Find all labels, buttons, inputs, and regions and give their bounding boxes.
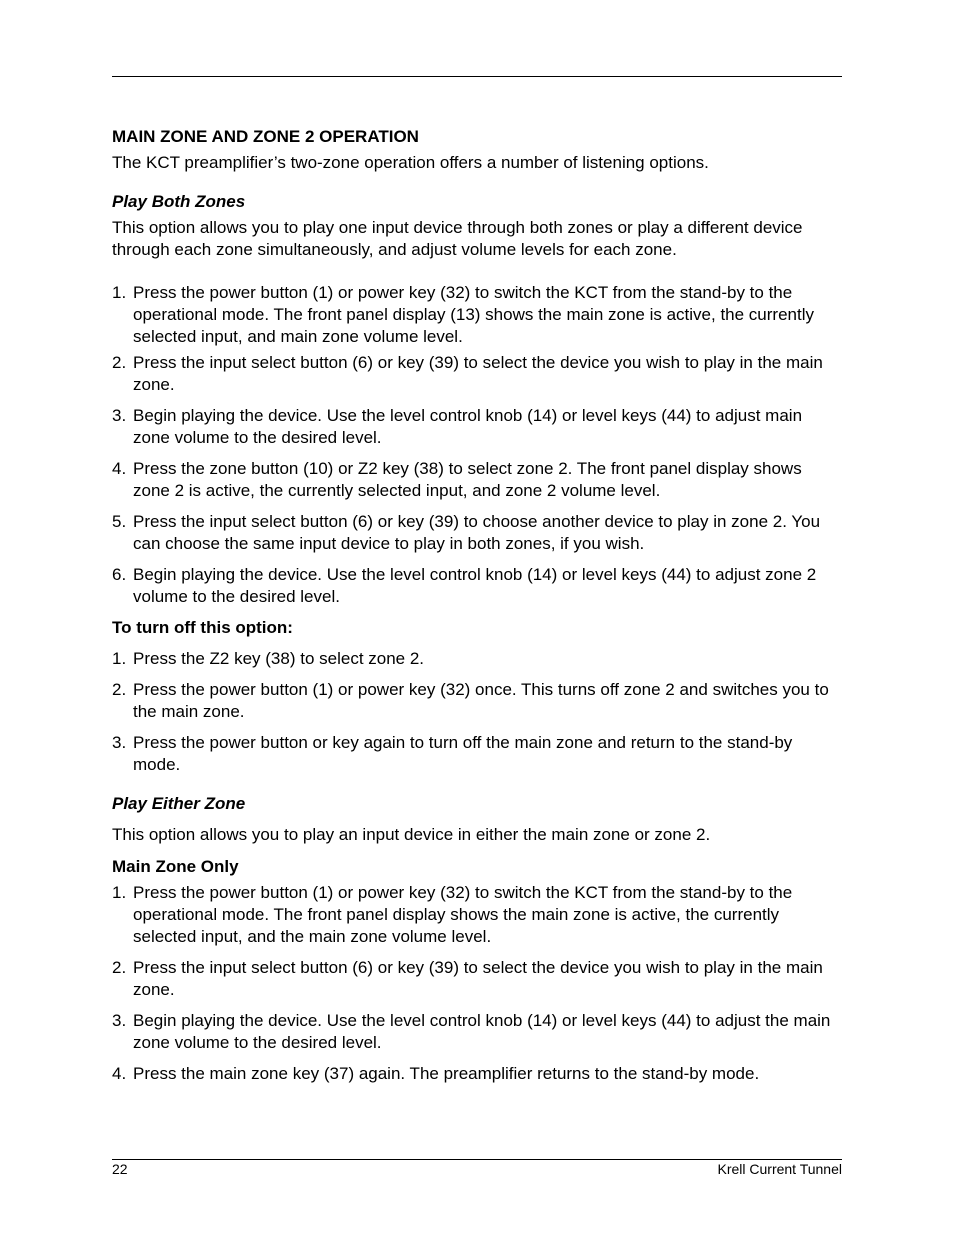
list-item xyxy=(112,882,842,948)
list-number: 2. xyxy=(112,680,127,699)
list-text: Press the Z2 key (38) to select zone 2. xyxy=(133,649,425,668)
list-number: 1. xyxy=(112,649,127,668)
list-item xyxy=(112,957,842,1001)
list-number: 6. xyxy=(112,565,127,584)
list-number: 2. xyxy=(112,958,127,977)
list-text: Press the input select button (6) or key (39) to choose another device to play in zone 2. You can choose the same input device to play in both zones, if you wish. xyxy=(133,512,821,553)
document-title: Krell Current Tunnel xyxy=(717,1161,842,1177)
list-text: Press the main zone key (37) again. The preamplifier returns to the stand-by mode. xyxy=(133,1064,760,1083)
list-text: Press the power button (1) or power key (32) to switch the KCT from the stand-by to the operational mode. The front panel display shows the main zone is active, the currently selected input, and the main zone volume level. xyxy=(133,883,793,946)
list-item xyxy=(112,458,842,502)
list-number: 1. xyxy=(112,883,127,902)
list-item xyxy=(112,352,842,396)
list-item xyxy=(112,405,842,449)
list-text: Press the power button (1) or power key (32) once. This turns off zone 2 and switches you to the main zone. xyxy=(133,680,829,721)
list-text: Begin playing the device. Use the level control knob (14) or level keys (44) to adjust main zone volume to the desired level. xyxy=(133,406,803,447)
list-item xyxy=(112,511,842,555)
list-text: Press the power button (1) or power key (32) to switch the KCT from the stand-by to the operational mode. The front panel display (13) shows the main zone is active, the currently selected input, and main zone volume level. xyxy=(133,283,814,346)
list-number: 4. xyxy=(112,1064,127,1083)
list-number: 5. xyxy=(112,512,127,531)
play-both-title: Play Both Zones xyxy=(112,192,246,211)
list-text: Begin playing the device. Use the level control knob (14) or level keys (44) to adjust zone 2 volume to the desired level. xyxy=(133,565,817,606)
list-item xyxy=(112,732,842,776)
footer-rule xyxy=(112,1159,842,1160)
list-number: 3. xyxy=(112,733,127,752)
list-number: 1. xyxy=(112,283,127,302)
page-number: 22 xyxy=(112,1161,128,1177)
list-text: Press the zone button (10) or Z2 key (38) to select zone 2. The front panel display shows zone 2 is active, the currently selected input, and zone 2 volume level. xyxy=(133,459,802,500)
list-item xyxy=(112,648,842,670)
list-text: Press the input select button (6) or key (39) to select the device you wish to play in the main zone. xyxy=(133,958,823,999)
play-either-intro: This option allows you to play an input device in either the main zone or zone 2. xyxy=(112,825,711,844)
section-intro: The KCT preamplifier’s two-zone operation offers a number of listening options. xyxy=(112,153,709,172)
list-text: Begin playing the device. Use the level control knob (14) or level keys (44) to adjust the main zone volume to the desired level. xyxy=(133,1011,831,1052)
turn-off-title: To turn off this option: xyxy=(112,618,293,637)
main-zone-only-steps xyxy=(112,882,842,1085)
page-content xyxy=(112,126,842,1085)
list-number: 4. xyxy=(112,459,127,478)
list-number: 3. xyxy=(112,406,127,425)
main-zone-only-title: Main Zone Only xyxy=(112,857,239,876)
play-both-steps xyxy=(112,282,842,608)
list-text: Press the power button or key again to turn off the main zone and return to the stand-by mode. xyxy=(133,733,793,774)
list-text: Press the input select button (6) or key (39) to select the device you wish to play in the main zone. xyxy=(133,353,823,394)
header-rule xyxy=(112,76,842,77)
list-item xyxy=(112,1063,842,1085)
list-item xyxy=(112,564,842,608)
play-either-title: Play Either Zone xyxy=(112,794,246,813)
play-both-intro: This option allows you to play one input device through both zones or play a different device through each zone simultaneously, and adjust volume levels for each zone. xyxy=(112,218,803,259)
turn-off-steps xyxy=(112,648,842,776)
list-item xyxy=(112,282,842,348)
list-number: 3. xyxy=(112,1011,127,1030)
section-title: MAIN ZONE AND ZONE 2 OPERATION xyxy=(112,127,419,146)
list-number: 2. xyxy=(112,353,127,372)
list-item xyxy=(112,1010,842,1054)
list-item xyxy=(112,679,842,723)
